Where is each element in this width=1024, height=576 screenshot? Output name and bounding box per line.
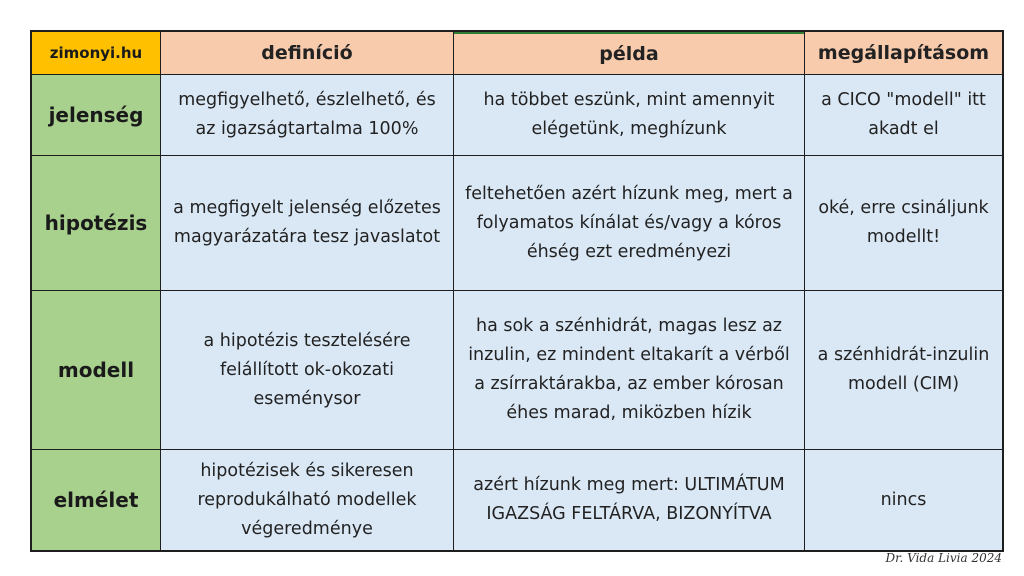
brand-label: zimonyi.hu	[32, 32, 160, 74]
header-megallapitasom: megállapításom	[805, 32, 1002, 74]
author-credit: Dr. Vida Livia 2024	[885, 551, 1002, 565]
cell-modell-pelda: ha sok a szénhidrát, magas lesz az inzulin, ez mindent eltakarít a vérből a zsírraktárakba, az ember kórosan éhes marad, miközben hízik	[454, 291, 804, 449]
row-label-modell: modell	[32, 291, 160, 449]
row-label-jelenseg: jelenség	[32, 75, 160, 155]
cell-hipotezis-pelda: feltehetően azért hízunk meg, mert a folyamatos kínálat és/vagy a kóros éhség ezt eredményezi	[454, 156, 804, 290]
cell-hipotezis-megallapitasom: oké, erre csináljunk modellt!	[805, 156, 1002, 290]
cell-modell-megallapitasom: a szénhidrát-inzulin modell (CIM)	[805, 291, 1002, 449]
cell-elmelet-pelda: azért hízunk meg mert: ULTIMÁTUM IGAZSÁG FELTÁRVA, BIZONYÍTVA	[454, 450, 804, 550]
cell-jelenseg-megallapitasom: a CICO "modell" itt akadt el	[805, 75, 1002, 155]
cell-elmelet-definicio: hipotézisek és sikeresen reprodukálható modellek végeredménye	[161, 450, 453, 550]
row-label-elmelet: elmélet	[32, 450, 160, 550]
comparison-table	[30, 30, 1004, 552]
cell-elmelet-megallapitasom: nincs	[805, 450, 1002, 550]
cell-jelenseg-pelda: ha többet eszünk, mint amennyit elégetünk, meghízunk	[454, 75, 804, 155]
row-label-hipotezis: hipotézis	[32, 156, 160, 290]
header-pelda: példa	[454, 32, 804, 74]
cell-modell-definicio: a hipotézis tesztelésére felállított ok-okozati eseménysor	[161, 291, 453, 449]
header-definicio: definíció	[161, 32, 453, 74]
cell-jelenseg-definicio: megfigyelhető, észlelhető, és az igazságtartalma 100%	[161, 75, 453, 155]
cell-hipotezis-definicio: a megfigyelt jelenség előzetes magyarázatára tesz javaslatot	[161, 156, 453, 290]
